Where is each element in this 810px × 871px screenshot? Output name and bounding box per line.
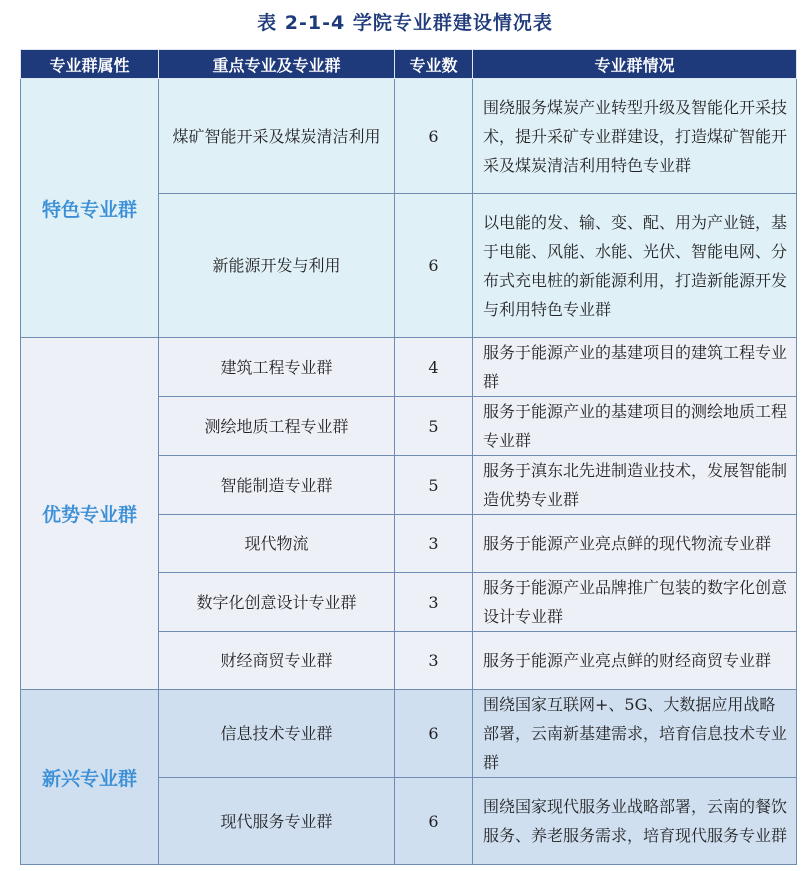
table-row [21,690,797,778]
desc-cell: 服务于滇东北先进制造业技术，发展智能制造优势专业群 [473,456,797,515]
major-cell: 测绘地质工程专业群 [159,397,395,456]
count-cell: 4 [395,338,473,397]
header-attr: 专业群属性 [21,50,159,79]
desc-cell: 服务于能源产业亮点鲜的财经商贸专业群 [473,632,797,690]
count-cell: 6 [395,79,473,194]
desc-cell: 围绕国家现代服务业战略部署，云南的餐饮服务、养老服务需求，培育现代服务专业群 [473,778,797,865]
major-cell: 现代服务专业群 [159,778,395,865]
count-cell: 6 [395,690,473,778]
table-title: 表 2-1-4 学院专业群建设情况表 [257,12,553,34]
major-cell: 智能制造专业群 [159,456,395,515]
desc-cell: 服务于能源产业品牌推广包装的数字化创意设计专业群 [473,573,797,632]
major-cell: 煤矿智能开采及煤炭清洁利用 [159,79,395,194]
group-attr-advantage: 优势专业群 [21,338,159,690]
major-cell: 建筑工程专业群 [159,338,395,397]
group-attr-featured: 特色专业群 [21,79,159,338]
major-cell: 现代物流 [159,515,395,573]
count-cell: 6 [395,194,473,338]
specialty-group-table [20,49,797,865]
count-cell: 3 [395,515,473,573]
count-cell: 3 [395,573,473,632]
desc-cell: 围绕国家互联网+、5G、大数据应用战略部署，云南新基建需求，培育信息技术专业群 [473,690,797,778]
header-desc: 专业群情况 [473,50,797,79]
header-row [21,50,797,79]
desc-cell: 以电能的发、输、变、配、用为产业链，基于电能、风能、水能、光伏、智能电网、分布式充电桩的新能源利用，打造新能源开发与利用特色专业群 [473,194,797,338]
desc-cell: 服务于能源产业亮点鲜的现代物流专业群 [473,515,797,573]
count-cell: 6 [395,778,473,865]
group-attr-emerging: 新兴专业群 [21,690,159,865]
desc-cell: 服务于能源产业的基建项目的测绘地质工程专业群 [473,397,797,456]
major-cell: 信息技术专业群 [159,690,395,778]
desc-cell: 服务于能源产业的基建项目的建筑工程专业群 [473,338,797,397]
count-cell: 3 [395,632,473,690]
header-count: 专业数 [395,50,473,79]
header-major: 重点专业及专业群 [159,50,395,79]
table-row [21,338,797,397]
table-row [21,79,797,194]
major-cell: 新能源开发与利用 [159,194,395,338]
major-cell: 财经商贸专业群 [159,632,395,690]
count-cell: 5 [395,456,473,515]
major-cell: 数字化创意设计专业群 [159,573,395,632]
count-cell: 5 [395,397,473,456]
desc-cell: 围绕服务煤炭产业转型升级及智能化开采技术，提升采矿专业群建设，打造煤矿智能开采及煤炭清洁利用特色专业群 [473,79,797,194]
